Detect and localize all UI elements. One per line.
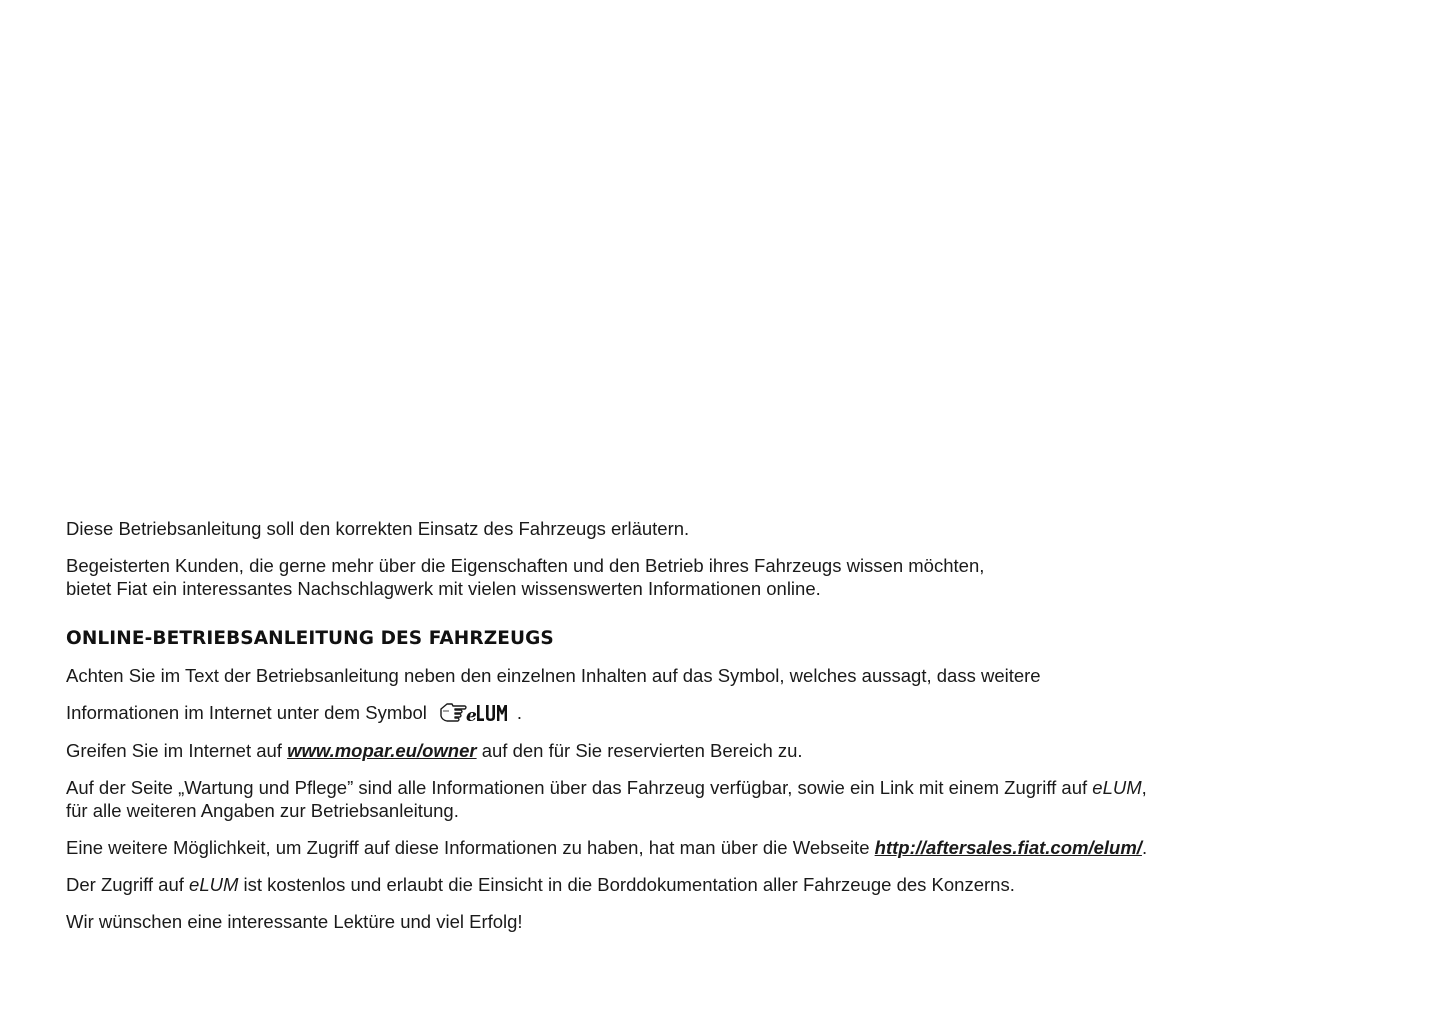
symbol-line-end: . [516,702,523,723]
elum-term: eLUM [189,874,239,895]
symbol-line-text: Informationen im Internet unter dem Symbol [66,702,427,723]
symbol-paragraph [66,700,1366,725]
customers-line-2: bietet Fiat ein interessantes Nachschlagwerk mit vielen wissenswerten Informationen online. [66,578,821,599]
other-option-paragraph [66,836,1366,859]
attention-paragraph: Achten Sie im Text der Betriebsanleitung neben den einzelnen Inhalten auf das Symbol, welches aussagt, dass weitere [66,665,1041,686]
access-text-after: ist kostenlos und erlaubt die Einsicht in die Borddokumentation aller Fahrzeuge des Konzerns. [238,874,1015,895]
online-manual-heading: ONLINE-BETRIEBSANLEITUNG DES FAHRZEUGS [66,628,554,649]
mopar-owner-link[interactable]: www.mopar.eu/owner [287,740,477,761]
visit-text-after: auf den für Sie reservierten Bereich zu. [476,740,803,761]
visit-text-before: Greifen Sie im Internet auf [66,740,288,761]
other-text-after: . [1141,837,1148,858]
customers-paragraph [66,554,1366,600]
closing-paragraph: Wir wünschen eine interessante Lektüre und viel Erfolg! [66,911,523,932]
manual-intro-section [66,517,1366,933]
aftersales-elum-link[interactable]: http://aftersales.fiat.com/elum/ [874,837,1142,858]
page-info-paragraph [66,776,1366,822]
access-paragraph [66,873,1366,896]
intro-paragraph: Diese Betriebsanleitung soll den korrekten Einsatz des Fahrzeugs erläutern. [66,518,690,539]
hand-pointing-elum-icon [439,700,511,725]
elum-term: eLUM [1092,777,1142,798]
visit-paragraph [66,739,1366,762]
svg-text:e: e [465,706,477,725]
customers-line-1: Begeisterten Kunden, die gerne mehr über die Eigenschaften und den Betrieb ihres Fahrzeugs wissen möchten, [66,555,985,576]
access-text-before: Der Zugriff auf [66,874,190,895]
page-info-line-2: für alle weiteren Angaben zur Betriebsanleitung. [66,800,459,821]
other-text-before: Eine weitere Möglichkeit, um Zugriff auf diese Informationen zu haben, hat man über die Webseite [66,837,875,858]
page-info-text-after: , [1141,777,1147,798]
page-info-text-before: Auf der Seite „Wartung und Pflege” sind alle Informationen über das Fahrzeug verfügbar, sowie ein Link mit einem Zugriff auf [66,777,1093,798]
